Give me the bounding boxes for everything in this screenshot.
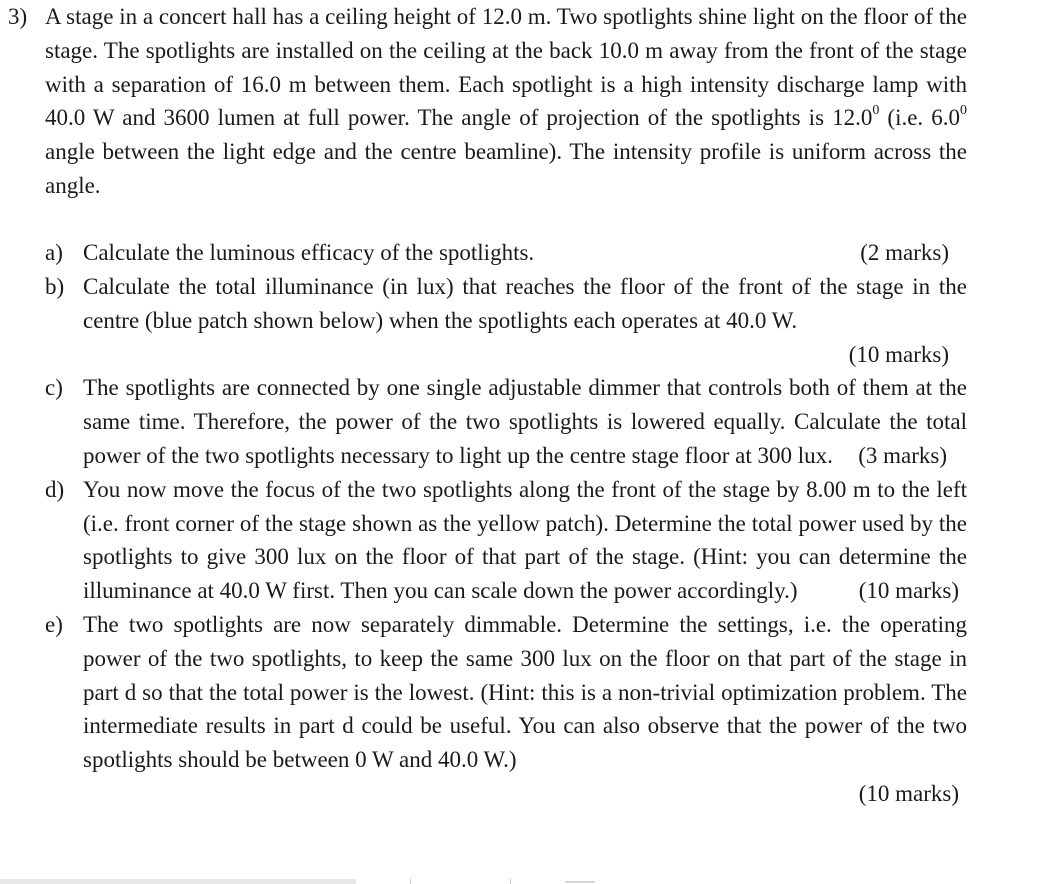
part-marks: (10 marks) [858,780,959,806]
part-text: You now move the focus of the two spotlights along the front of the stage by 8.00 m to the left (i.e. front corner of the stage shown as the yellow patch). Determine the total power used by the spotlights to give 300 lux on the floor of that part of the stage. (Hint: you can determine the illuminance at 40.0 W first. Then you can scale down the power accordingly.) [83,476,967,604]
part-a [45,236,967,270]
degree-superscript-1: 0 [872,102,880,118]
part-label: b) [45,274,65,299]
part-label: c) [45,375,63,401]
part-text: The spotlights are connected by one single adjustable dimmer that controls both of them at the same time. Therefore, the power of the two spotlights is lowered equally. Calculate the total power of the two spotlights necessary to light up the centre stage floor at 300 lux. [83,375,967,468]
intro-text-end: angle between the light edge and the centre beamline). The intensity profile is uniform across the angle. [45,139,967,198]
part-marks: (10 marks) [858,578,959,604]
part-marks: (10 marks) [848,341,949,367]
question-parts [45,236,967,811]
intro-text-mid: (i.e. 6.0 [879,105,960,131]
part-marks: (2 marks) [860,240,949,265]
part-d [45,473,967,608]
question-number: 3) [8,4,28,29]
part-c [45,371,967,472]
part-text: The two spotlights are now separately dimmable. Determine the settings, i.e. the operating power of the two spotlights, to keep the same 300 lux on the floor on that part of the stage in part d so that the total power is the lowest. (Hint: this is a non-trivial optimization problem. The intermediate results in part d could be useful. You can also observe that the power of the two spotlights should be between 0 W and 40.0 W.) [83,611,967,773]
part-label: a) [45,240,63,265]
part-text: Calculate the total illuminance (in lux) that reaches the floor of the front of the stage in the centre (blue patch shown below) when the spotlights each operates at 40.0 W. [83,274,967,333]
bottom-scroll-strip [0,879,356,884]
degree-superscript-2: 0 [960,102,967,118]
page-tick-mark [410,879,411,884]
part-text: Calculate the luminous efficacy of the spotlights. [83,240,535,265]
part-b [45,270,967,371]
part-marks: (3 marks) [858,442,947,468]
part-label: e) [45,611,63,637]
page-tick-mark [565,881,595,883]
page-tick-mark [510,879,511,884]
part-e [45,608,967,811]
intro-text: A stage in a concert hall has a ceiling height of 12.0 m. Two spotlights shine light on the floor of the stage. The spotlights are installed on the ceiling at the back 10.0 m away from the front of the stage with a separation of 16.0 m between them. Each spotlight is a high intensity discharge lamp with 40.0 W and 3600 lumen at full power. The angle of projection of the spotlights is 12.0 [45,4,967,131]
part-label: d) [45,476,65,502]
question-intro [45,0,967,203]
